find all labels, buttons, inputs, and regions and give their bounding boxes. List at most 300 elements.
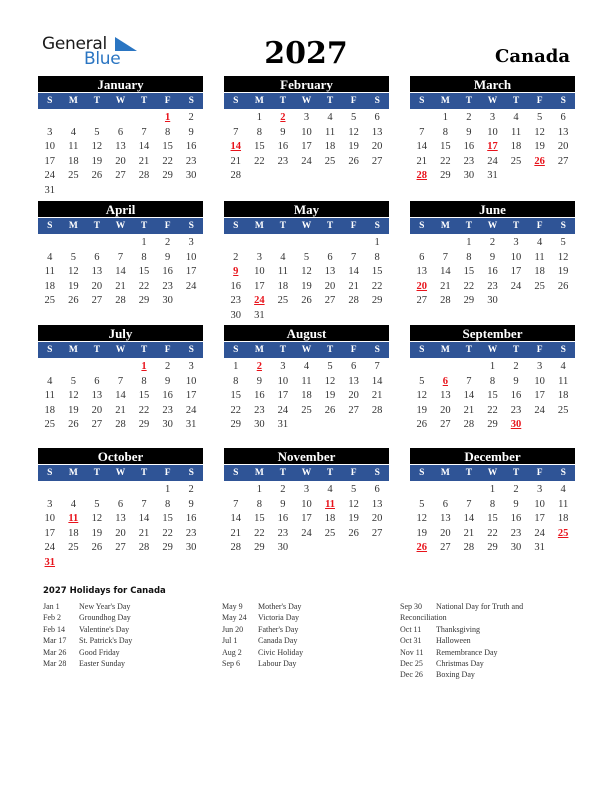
weekday-label: W: [487, 345, 498, 355]
weekday-label: M: [254, 221, 264, 231]
day-cell: 23: [185, 527, 197, 539]
weekday-label: F: [536, 468, 543, 478]
day-cell: 22: [138, 404, 150, 416]
weekday-label: S: [233, 468, 239, 478]
month-august: [224, 325, 389, 433]
day-cell: 3: [188, 361, 194, 372]
weekday-label: S: [47, 221, 53, 231]
day-cell: 30: [185, 542, 197, 554]
holiday-day-cell: 20: [416, 280, 428, 292]
holiday-date: Feb 2: [43, 613, 61, 623]
day-cell: 29: [162, 170, 173, 182]
weekday-label: W: [115, 345, 126, 355]
holiday-date: Oct 31: [400, 636, 422, 646]
month-july: [38, 325, 203, 433]
holiday-day-cell: 6: [442, 375, 448, 387]
day-cell: 8: [489, 375, 496, 387]
day-cell: 19: [301, 280, 312, 292]
day-cell: 22: [440, 155, 451, 167]
logo-text-blue: Blue: [84, 49, 121, 69]
day-cell: 24: [301, 155, 312, 167]
weekday-label: F: [164, 468, 171, 478]
empty-cell: [318, 236, 342, 251]
weekday-label: T: [465, 468, 473, 478]
weekday-label: M: [254, 96, 264, 106]
day-cell: 12: [301, 266, 312, 278]
empty-cell: [224, 236, 248, 251]
holiday-day-cell: 26: [534, 155, 545, 167]
day-cell: 19: [416, 404, 428, 416]
month-december: [410, 448, 575, 556]
day-cell: 15: [254, 141, 265, 153]
day-cell: 4: [70, 498, 76, 510]
day-cell: 28: [463, 419, 475, 431]
day-cell: 13: [91, 390, 103, 402]
weekday-label: S: [374, 468, 380, 478]
day-cell: 9: [280, 498, 286, 510]
holiday-name: Halloween: [436, 636, 471, 646]
month-january: [38, 76, 203, 199]
holiday-item: [400, 624, 523, 635]
day-cell: 21: [348, 280, 359, 292]
month-header: September: [410, 325, 575, 342]
day-cell: 2: [164, 237, 171, 248]
country-title: Canada: [495, 46, 570, 67]
day-cell: 18: [324, 141, 336, 153]
day-cell: 25: [44, 419, 56, 431]
day-cell: 14: [115, 266, 126, 278]
day-grid: [38, 481, 203, 571]
empty-cell: [132, 111, 156, 126]
weekday-header-row: [224, 93, 389, 109]
weekday-header-row: [224, 218, 389, 234]
day-cell: 7: [442, 251, 448, 263]
empty-cell: [38, 483, 62, 498]
month-june: [410, 201, 575, 309]
day-cell: 24: [277, 404, 289, 416]
day-cell: 28: [371, 404, 383, 416]
day-cell: 1: [466, 237, 472, 248]
day-cell: 26: [91, 542, 103, 554]
empty-cell: [85, 236, 109, 251]
empty-cell: [410, 483, 434, 498]
day-cell: 26: [301, 295, 312, 307]
empty-cell: [85, 483, 109, 498]
day-cell: 18: [68, 155, 79, 167]
day-cell: 25: [44, 295, 56, 307]
day-cell: 11: [68, 141, 79, 153]
holiday-name: Labour Day: [258, 658, 297, 668]
weekday-label: F: [536, 96, 543, 106]
day-grid: [224, 109, 389, 184]
day-cell: 22: [371, 280, 383, 292]
day-cell: 24: [534, 527, 545, 539]
day-cell: 7: [374, 361, 380, 372]
weekday-label: M: [254, 468, 264, 478]
holiday-day-cell: 2: [256, 361, 262, 372]
day-cell: 15: [463, 266, 475, 278]
weekday-header-row: [410, 93, 575, 109]
day-cell: 2: [489, 237, 496, 248]
month-header: May: [224, 201, 389, 218]
holiday-name: Easter Sunday: [79, 658, 125, 668]
day-cell: 30: [277, 542, 289, 554]
day-cell: 16: [254, 390, 265, 402]
day-cell: 19: [557, 266, 569, 278]
weekday-label: W: [301, 345, 312, 355]
day-cell: 12: [557, 251, 569, 263]
weekday-header-row: [38, 465, 203, 481]
day-cell: 31: [534, 542, 545, 554]
weekday-label: T: [512, 468, 520, 478]
day-cell: 28: [348, 295, 359, 307]
holiday-name: St. Patrick's Day: [79, 636, 133, 646]
day-cell: 20: [371, 141, 383, 153]
holiday-date: Dec 25: [400, 658, 423, 668]
day-cell: 27: [371, 155, 383, 167]
holiday-item: [222, 658, 303, 669]
day-cell: 9: [188, 498, 194, 510]
day-cell: 10: [487, 126, 498, 138]
day-cell: 6: [374, 112, 380, 123]
day-cell: 15: [487, 390, 498, 402]
empty-cell: [410, 236, 434, 251]
day-cell: 8: [466, 251, 472, 263]
day-cell: 11: [44, 266, 55, 278]
day-cell: 12: [348, 498, 359, 510]
empty-cell: [342, 236, 366, 251]
day-cell: 17: [510, 266, 522, 278]
day-cell: 16: [185, 513, 197, 525]
holiday-day-cell: 2: [280, 112, 286, 123]
day-cell: 23: [463, 155, 475, 167]
weekday-label: F: [164, 345, 171, 355]
day-cell: 9: [188, 126, 194, 138]
weekday-header-row: [410, 465, 575, 481]
day-cell: 1: [256, 484, 262, 495]
holiday-date: Feb 14: [43, 624, 65, 634]
empty-cell: [62, 236, 86, 251]
day-cell: 28: [440, 295, 451, 307]
day-cell: 29: [440, 170, 451, 182]
day-cell: 19: [348, 141, 359, 153]
weekday-label: T: [326, 96, 334, 106]
day-cell: 21: [416, 155, 428, 167]
weekday-label: S: [47, 96, 53, 106]
day-cell: 26: [557, 280, 569, 292]
weekday-label: S: [47, 345, 53, 355]
day-cell: 28: [115, 295, 126, 307]
day-cell: 12: [534, 126, 545, 138]
day-cell: 14: [138, 513, 150, 525]
day-cell: 7: [233, 126, 239, 138]
day-cell: 21: [371, 390, 383, 402]
day-cell: 19: [416, 527, 428, 539]
holiday-item: [222, 601, 303, 612]
month-march: [410, 76, 575, 184]
day-cell: 11: [324, 126, 336, 138]
day-cell: 2: [466, 112, 472, 123]
weekday-label: M: [440, 468, 450, 478]
day-cell: 18: [44, 280, 56, 292]
weekday-label: T: [140, 468, 148, 478]
day-cell: 8: [233, 375, 239, 387]
holiday-name: Canada Day: [258, 636, 298, 646]
day-cell: 22: [162, 155, 173, 167]
holiday-day-cell: 26: [416, 542, 428, 554]
weekday-label: T: [512, 221, 520, 231]
holiday-day-cell: 17: [487, 141, 498, 153]
weekday-label: S: [419, 468, 425, 478]
day-cell: 12: [348, 126, 359, 138]
weekday-label: S: [560, 221, 566, 231]
weekday-header-row: [38, 93, 203, 109]
weekday-label: T: [279, 468, 287, 478]
holiday-name: Christmas Day: [436, 658, 484, 668]
day-cell: 29: [487, 419, 498, 431]
weekday-label: S: [188, 468, 194, 478]
holiday-name: National Day for Truth and: [436, 602, 524, 611]
weekday-label: T: [140, 345, 148, 355]
day-cell: 5: [303, 251, 310, 263]
day-cell: 6: [350, 361, 357, 372]
holiday-name: Thanksgiving: [436, 624, 480, 634]
day-grid: [410, 358, 575, 433]
day-cell: 10: [44, 513, 56, 525]
weekday-label: S: [374, 345, 380, 355]
weekday-label: S: [188, 221, 194, 231]
holiday-item: [222, 647, 303, 658]
day-cell: 14: [416, 141, 428, 153]
day-cell: 23: [230, 295, 242, 307]
day-cell: 27: [91, 295, 103, 307]
day-cell: 30: [162, 419, 173, 431]
day-cell: 25: [557, 404, 569, 416]
day-cell: 22: [138, 280, 150, 292]
day-cell: 26: [348, 155, 359, 167]
day-cell: 21: [138, 155, 150, 167]
day-cell: 29: [138, 419, 150, 431]
weekday-label: M: [68, 96, 78, 106]
day-cell: 24: [44, 170, 56, 182]
day-cell: 2: [513, 484, 519, 495]
day-cell: 29: [463, 295, 475, 307]
day-cell: 30: [185, 170, 197, 182]
day-cell: 22: [254, 527, 265, 539]
day-cell: 19: [68, 280, 79, 292]
day-cell: 2: [164, 361, 171, 372]
day-cell: 17: [277, 390, 289, 402]
weekday-label: T: [93, 96, 101, 106]
day-cell: 11: [534, 251, 545, 263]
day-cell: 1: [489, 361, 496, 372]
weekday-label: M: [254, 345, 264, 355]
day-cell: 18: [68, 527, 79, 539]
weekday-label: S: [47, 468, 53, 478]
day-cell: 6: [117, 126, 124, 138]
day-cell: 6: [419, 251, 425, 263]
day-cell: 5: [350, 484, 357, 495]
holiday-item: [43, 612, 132, 623]
empty-cell: [109, 111, 133, 126]
day-cell: 9: [280, 126, 286, 138]
holiday-name: New Year's Day: [79, 602, 131, 611]
weekday-label: T: [512, 96, 520, 106]
day-cell: 23: [510, 527, 522, 539]
month-header: February: [224, 76, 389, 93]
day-cell: 8: [256, 498, 262, 510]
day-cell: 31: [185, 419, 197, 431]
holiday-day-cell: 11: [68, 513, 79, 525]
empty-cell: [38, 360, 62, 375]
day-cell: 9: [466, 126, 472, 138]
day-cell: 31: [277, 419, 289, 431]
day-cell: 5: [327, 361, 333, 372]
day-cell: 25: [534, 280, 545, 292]
weekday-label: S: [233, 96, 239, 106]
weekday-label: F: [350, 345, 357, 355]
holiday-date: Oct 11: [400, 624, 422, 634]
month-header: January: [38, 76, 203, 93]
day-cell: 17: [44, 527, 56, 539]
day-cell: 11: [558, 375, 569, 387]
day-cell: 20: [348, 390, 359, 402]
weekday-label: S: [188, 96, 194, 106]
day-cell: 20: [440, 527, 451, 539]
weekday-label: F: [536, 345, 543, 355]
logo-text-general: General: [42, 34, 107, 54]
day-cell: 7: [350, 251, 357, 263]
holiday-item: [400, 658, 523, 669]
holiday-name: Father's Day: [258, 624, 299, 634]
day-cell: 8: [141, 375, 147, 387]
day-cell: 18: [301, 390, 312, 402]
day-cell: 18: [534, 266, 545, 278]
day-cell: 9: [164, 375, 171, 387]
day-cell: 21: [230, 155, 242, 167]
holiday-item: [222, 612, 303, 623]
day-cell: 4: [47, 375, 53, 387]
day-cell: 27: [115, 542, 126, 554]
day-cell: 10: [301, 498, 312, 510]
day-cell: 29: [162, 542, 173, 554]
day-cell: 13: [115, 141, 126, 153]
day-cell: 24: [301, 527, 312, 539]
weekday-label: F: [350, 468, 357, 478]
day-cell: 17: [534, 390, 545, 402]
empty-cell: [38, 236, 62, 251]
day-cell: 25: [324, 527, 336, 539]
day-cell: 3: [47, 498, 53, 510]
weekday-label: F: [164, 221, 171, 231]
day-cell: 12: [91, 513, 103, 525]
day-cell: 13: [91, 266, 103, 278]
empty-cell: [224, 483, 248, 498]
holiday-item: [43, 601, 132, 612]
weekday-header-row: [38, 342, 203, 358]
day-cell: 1: [256, 112, 262, 123]
day-cell: 13: [371, 498, 383, 510]
weekday-label: F: [164, 96, 171, 106]
day-cell: 26: [324, 404, 336, 416]
day-cell: 11: [301, 375, 312, 387]
day-cell: 25: [324, 155, 336, 167]
day-cell: 5: [70, 251, 76, 263]
holiday-date: Dec 26: [400, 670, 423, 680]
day-cell: 20: [324, 280, 336, 292]
day-cell: 20: [115, 527, 126, 539]
day-cell: 28: [463, 542, 475, 554]
day-cell: 19: [324, 390, 336, 402]
holiday-day-cell: 28: [416, 170, 428, 182]
day-cell: 15: [162, 513, 173, 525]
day-cell: 23: [162, 280, 173, 292]
day-cell: 2: [280, 484, 286, 495]
holiday-date: Jun 20: [222, 624, 244, 634]
day-cell: 18: [557, 390, 569, 402]
weekday-label: S: [233, 221, 239, 231]
day-cell: 27: [416, 295, 428, 307]
day-cell: 5: [536, 112, 543, 123]
day-cell: 20: [557, 141, 569, 153]
day-cell: 11: [277, 266, 288, 278]
weekday-label: W: [301, 96, 312, 106]
day-cell: 1: [141, 237, 147, 248]
holiday-item: [400, 635, 523, 646]
weekday-label: W: [301, 468, 312, 478]
day-cell: 28: [138, 170, 150, 182]
day-cell: 16: [510, 390, 522, 402]
day-cell: 13: [440, 390, 451, 402]
holiday-day-cell: 11: [325, 498, 335, 510]
day-cell: 6: [442, 498, 448, 510]
day-cell: 15: [254, 513, 265, 525]
day-cell: 29: [138, 295, 150, 307]
holiday-day-cell: 25: [557, 527, 569, 539]
day-cell: 30: [463, 170, 475, 182]
day-cell: 23: [254, 404, 265, 416]
day-cell: 28: [138, 542, 150, 554]
month-april: [38, 201, 203, 309]
day-cell: 26: [91, 170, 103, 182]
day-cell: 4: [513, 112, 519, 123]
day-cell: 12: [324, 375, 336, 387]
empty-cell: [38, 111, 62, 126]
day-grid: [410, 481, 575, 556]
day-cell: 10: [534, 498, 545, 510]
day-cell: 9: [164, 251, 171, 263]
day-cell: 5: [94, 126, 100, 138]
page-title-year: 2027: [264, 36, 348, 71]
holiday-item: [222, 635, 303, 646]
weekday-header-row: [38, 218, 203, 234]
day-cell: 19: [91, 155, 103, 167]
day-cell: 23: [510, 404, 522, 416]
day-cell: 21: [463, 404, 475, 416]
day-cell: 24: [185, 280, 197, 292]
day-cell: 17: [254, 280, 265, 292]
day-cell: 20: [440, 404, 451, 416]
weekday-label: T: [326, 468, 334, 478]
day-cell: 3: [188, 237, 194, 248]
day-cell: 5: [419, 375, 425, 387]
weekday-header-row: [410, 218, 575, 234]
day-cell: 28: [230, 170, 242, 182]
day-cell: 23: [277, 155, 289, 167]
holiday-item: [400, 601, 523, 612]
weekday-label: W: [115, 96, 126, 106]
day-cell: 10: [254, 266, 265, 278]
